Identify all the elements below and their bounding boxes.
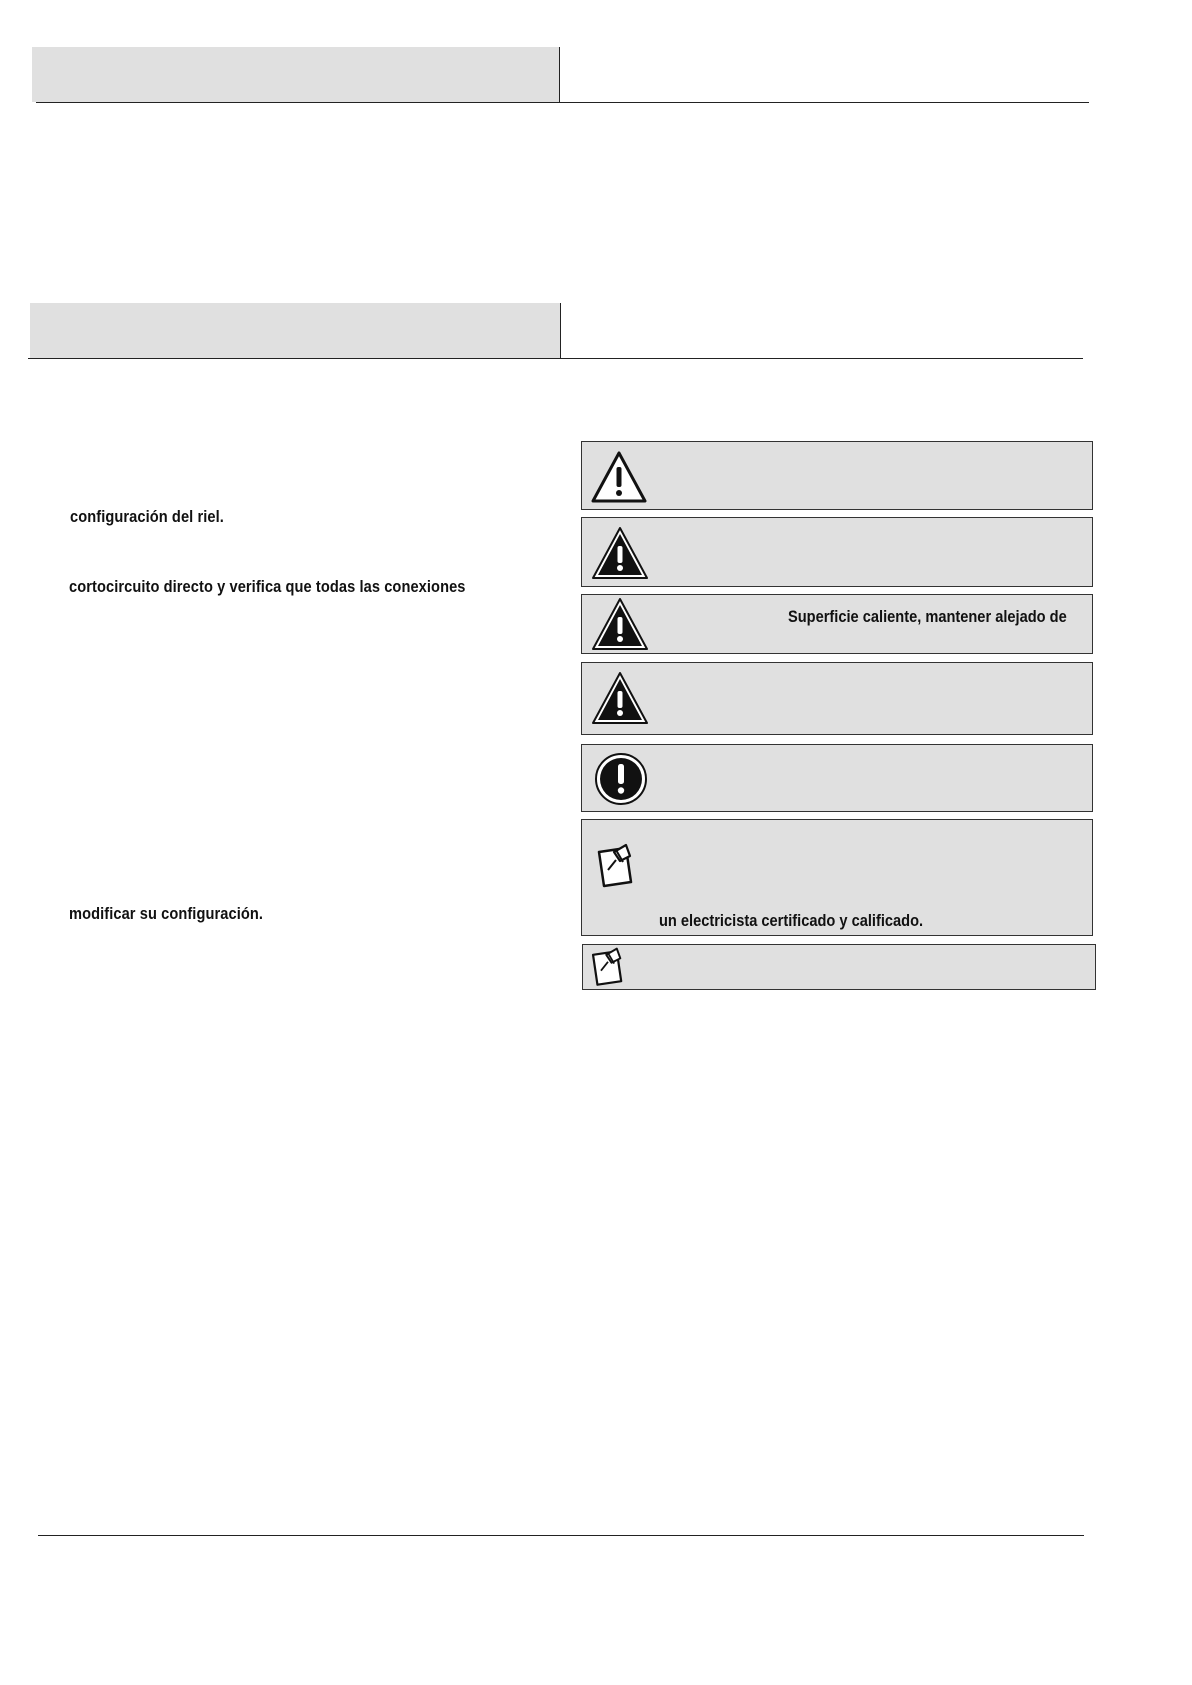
warning-filled-icon	[591, 597, 649, 651]
warning-notice-3-text: Superficie caliente, mantener alejado de	[788, 607, 1067, 626]
important-circle-icon	[594, 752, 648, 806]
body-line-2: cortocircuito directo y verifica que todas las conexiones	[69, 577, 466, 596]
note-pin-icon	[588, 946, 628, 990]
footer-rule	[38, 1535, 1084, 1536]
important-notice	[581, 744, 1093, 812]
note-pin-icon	[594, 842, 638, 892]
section-header-1	[32, 47, 560, 102]
body-line-3: modificar su configuración.	[69, 904, 264, 923]
warning-notice-3	[581, 594, 1093, 654]
section-header-2	[30, 303, 561, 358]
body-line-1: configuración del riel.	[70, 507, 224, 526]
warning-outline-icon	[590, 450, 648, 504]
section-header-1-rule	[36, 102, 1089, 103]
warning-filled-icon	[591, 526, 649, 580]
warning-filled-icon	[591, 671, 649, 725]
note-notice-1	[581, 819, 1093, 936]
warning-notice-4	[581, 662, 1093, 735]
note-notice-2	[582, 944, 1096, 990]
warning-notice-2	[581, 517, 1093, 587]
warning-notice-1	[581, 441, 1093, 510]
section-header-2-rule	[28, 358, 1083, 359]
note-notice-1-text: un electricista certificado y calificado.	[659, 911, 924, 930]
